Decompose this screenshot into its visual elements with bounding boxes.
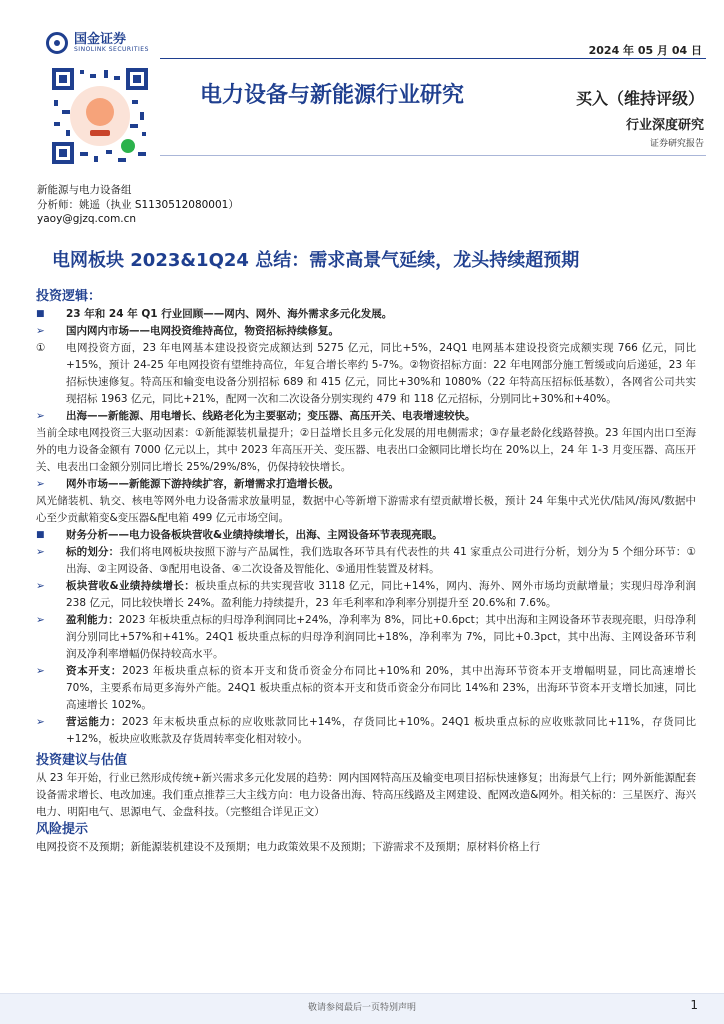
domestic-paragraph: ① 电网投资方面，23 年电网基本建设投资完成额达到 5275 亿元，同比+5%，24Q1 电网基本建设投资完成额实现 766 亿元，同比+15%，预计 24-25 年电网投资有望维持高位，年复合增长率约 5-7%。②物资招标方面：22 年电网部分施工暂缓或向后递延，23 年招标快速修复。特高压和输变电设备分别招标 689 和 415 亿元，同比+30%和 1080%（22 年特高压招标低基数），各网省公司共实现招标 1963 亿元，同比+21%，配网一次和二次设备分别实现约 479 和 118 亿元招标，分别同比+30%和+40%。 (36, 340, 696, 408)
list-item: ➢ 营运能力：2023 年末板块重点标的应收账款同比+14%，存货同比+10%。24Q1 板块重点标的应收账款同比+11%，存货同比+12%，板块应收账款及存货周转率变化相对较小。 (36, 714, 696, 748)
arrow-bullet-icon: ➢ (36, 478, 45, 490)
circled-number: ① (36, 342, 46, 354)
report-title: 电网板块 2023&1Q24 总结：需求高景气延续，龙头持续超预期 (52, 250, 580, 271)
list-item: ➢ 标的划分：我们将电网板块按照下游与产品属性，我们选取各环节具有代表性的共 41 家重点公司进行分析，划分为 5 个细分环节：①出海、②主网设备、③配用电设备、④二次设备及智能化、⑤通用性装置及材料。 (36, 544, 696, 578)
arrow-bullet-icon: ➢ (36, 614, 45, 626)
report-body (36, 288, 696, 856)
list-item: ➢ 盈利能力：2023 年板块重点标的归母净利润同比+24%，净利率为 8%，同比+0.6pct；其中出海和主网设备环节表现亮眼，归母净利润分别同比+57%和+41%。24Q1 板块重点标的归母净利润同比+18%，净利率为 7%，同比+0.3pct，其中出海、主网设备环节利润及净利率增幅仍保持较高水平。 (36, 612, 696, 663)
finance-heading: ■ 财务分析——电力设备板块营收&业绩持续增长，出海、主网设备环节表现亮眼。 (36, 527, 696, 544)
header-divider (160, 58, 706, 59)
logo-text: 国金证券 (74, 32, 127, 47)
rating-label: 买入（维持评级） (575, 89, 704, 108)
advice-paragraph: 从 23 年开始，行业已然形成传统+新兴需求多元化发展的趋势：网内国网特高压及输变电项目招标快速修复；出海景气上行；网外新能源配套设备需求增长、电改加速。我们重点推荐三大主线方向：电力设备出海、特高压线路及主网建设、配网改造&网外。相关标的：三星医疗、海兴电力、明阳电气、思源电气、金盘科技。（完整组合详见正文） (36, 772, 696, 818)
export-paragraph: 当前全球电网投资三大驱动因素：①新能源装机量提升；②日益增长且多元化发展的用电侧需求；③存量老龄化线路替换。23 年国内出口至海外的电力设备金额有 7000 亿元以上，其中 2023 年高压开关、变压器、电表出口金额同比增长均在 20%以上，24 年 1-3 月变压器、高压开关、电表出口金额分别同比增长 25%/29%/8%，仍保持较快增长。 (36, 427, 696, 473)
square-bullet-icon: ■ (36, 309, 45, 319)
arrow-bullet-icon: ➢ (36, 325, 45, 337)
qr-code-icon (44, 60, 156, 172)
analyst-name: 分析师：姚遥（执业 S1130512080001） (37, 198, 239, 211)
header-divider-bottom (160, 155, 706, 156)
risk-paragraph: 电网投资不及预期；新能源装机建设不及预期；电力政策效果不及预期；下游需求不及预期；原材料价格上行 (36, 841, 540, 853)
report-subtype: 证券研究报告 (649, 139, 704, 149)
analyst-email[interactable]: yaoy@gjzq.com.cn (37, 213, 137, 225)
logic-heading: 投资逻辑： (36, 289, 102, 304)
industry-title: 电力设备与新能源行业研究 (200, 83, 465, 108)
analyst-group: 新能源与电力设备组 (37, 184, 132, 196)
arrow-bullet-icon: ➢ (36, 410, 45, 422)
square-bullet-icon: ■ (36, 530, 45, 540)
company-logo (46, 32, 149, 54)
report-date: 2024 年 05 月 04 日 (588, 44, 702, 57)
list-item: ➢ 资本开支：2023 年板块重点标的资本开支和货币资金分布同比+10%和 20%，其中出海环节资本开支增幅明显，同比高速增长 70%，主要系布局更多海外产能。24Q1 板块重点标的资本开支和货币资金分布同比 14%和 23%，出海环节资本开支增长加速，同比高速增长 102%。 (36, 663, 696, 714)
logo-subtext: SINOLINK SECURITIES (74, 46, 149, 53)
export-heading: ➢ 出海——新能源、用电增长、线路老化为主要驱动；变压器、高压开关、电表增速较快。 (36, 408, 696, 425)
offgrid-paragraph: 风光储装机、轨交、核电等网外电力设备需求放量明显，数据中心等新增下游需求有望贡献增长极，预计 24 年集中式光伏/陆风/海风/数据中心至少贡献箱变&变压器&配电箱 499 亿元市场空间。 (36, 495, 696, 524)
footer-disclaimer: 敬请参阅最后一页特别声明 (307, 1003, 416, 1013)
report-type: 行业深度研究 (625, 118, 704, 133)
domestic-heading: ➢ 国内网内市场——电网投资维持高位，物资招标持续修复。 (36, 323, 696, 340)
arrow-bullet-icon: ➢ (36, 716, 45, 728)
summary-bullet: ■ 23 年和 24 年 Q1 行业回顾——网内、网外、海外需求多元化发展。 (36, 306, 696, 323)
offgrid-heading: ➢ 网外市场——新能源下游持续扩容，新增需求打造增长极。 (36, 476, 696, 493)
arrow-bullet-icon: ➢ (36, 546, 45, 558)
page-number: 1 (690, 998, 698, 1012)
analyst-info (37, 183, 239, 227)
risk-heading: 风险提示 (36, 822, 89, 837)
list-item: ➢ 板块营收&业绩持续增长：板块重点标的共实现营收 3118 亿元，同比+14%，网内、海外、网外市场均贡献增量；实现归母净利润 238 亿元，同比较快增长 24%。盈利能力持续提升，23 年毛利率和净利率分别提升至 20.6%和 7.6%。 (36, 578, 696, 612)
arrow-bullet-icon: ➢ (36, 665, 45, 677)
advice-heading: 投资建议与估值 (36, 753, 128, 768)
logo-mark-icon (46, 32, 68, 54)
arrow-bullet-icon: ➢ (36, 580, 45, 592)
